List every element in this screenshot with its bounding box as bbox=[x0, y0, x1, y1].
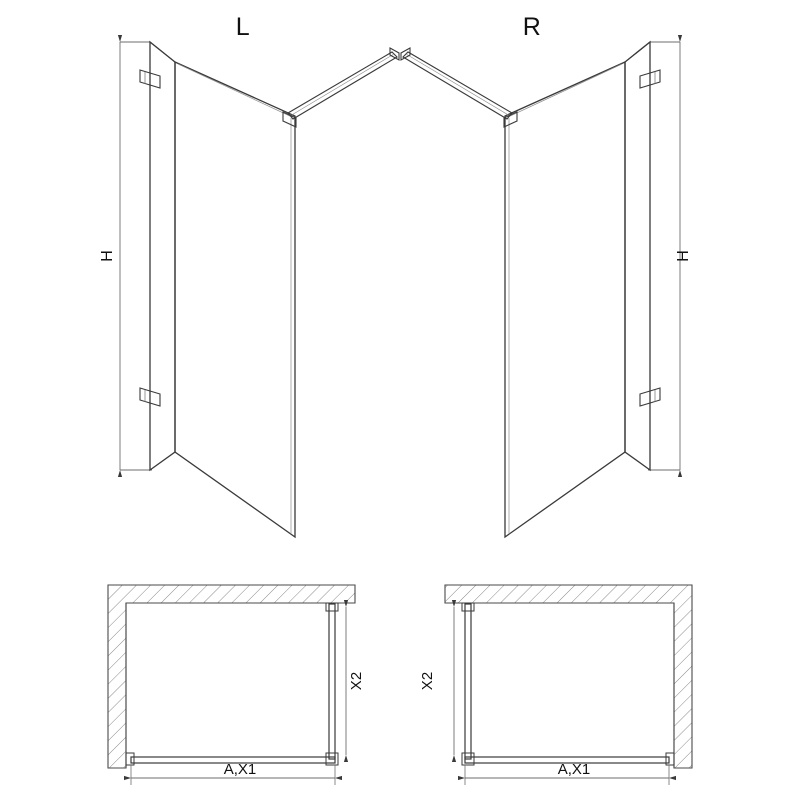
wall-hatch-left-plan bbox=[108, 585, 355, 768]
dimension-label-height-right: H bbox=[675, 250, 692, 262]
dimension-label-width-right: A,X1 bbox=[557, 761, 591, 778]
side-glass-panel-plan-right bbox=[465, 604, 471, 759]
main-glass-panel-right bbox=[505, 62, 625, 537]
elevation-right-group bbox=[401, 13, 692, 537]
side-panel-top-edge-right bbox=[625, 42, 650, 62]
elevation-left-group bbox=[99, 13, 399, 537]
dimension-label-height-left: H bbox=[99, 250, 116, 262]
side-panel-top-edge-left bbox=[150, 42, 175, 62]
glass-top-inner-edge-right bbox=[508, 64, 622, 117]
side-wall-panel-left bbox=[150, 42, 175, 470]
wall-hatch-right-plan bbox=[445, 585, 692, 768]
variant-label-left: L bbox=[235, 13, 251, 41]
side-wall-panel-right bbox=[625, 42, 650, 470]
plan-left-group bbox=[108, 585, 365, 785]
plan-right-group bbox=[419, 585, 692, 785]
stabiliser-bar-inner-line-right bbox=[406, 54, 510, 116]
dimension-label-depth-right: X2 bbox=[419, 671, 436, 691]
glass-top-inner-edge-left bbox=[178, 64, 292, 117]
side-glass-panel-plan-left bbox=[329, 604, 335, 759]
dimension-label-width-left: A,X1 bbox=[223, 761, 257, 778]
dimension-label-depth-left: X2 bbox=[348, 671, 365, 691]
main-glass-panel-left bbox=[175, 62, 295, 537]
variant-label-right: R bbox=[522, 13, 542, 41]
stabiliser-bar-inner-line-left bbox=[290, 54, 394, 116]
